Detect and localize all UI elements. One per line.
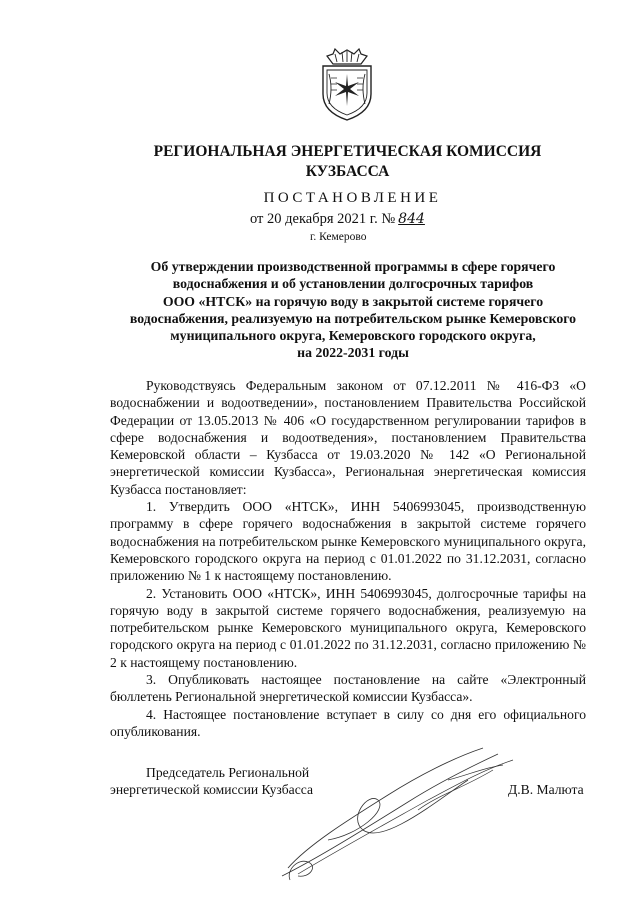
- signatory-position-line2: энергетической комиссии Кузбасса: [110, 782, 313, 798]
- body-paragraph-item-1: 1. Утвердить ООО «НТСК», ИНН 5406993045, производственную программу в сфере горячего водоснабжения в закрытой системе горячего водоснабжения на потребительском рынке Кемеровского муниципального округа, Кемеровского городского округа на период с 01.01.2022 по 31.12.2031, согласно приложению № 1 к настоящему постановлению.: [110, 499, 586, 584]
- document-date: от 20 декабря 2021 г. №: [250, 211, 396, 227]
- title-line: муниципального округа, Кемеровского городского округа,: [170, 328, 536, 344]
- document-city: г. Кемерово: [310, 231, 367, 243]
- title-line: Об утверждении производственной программы в сфере горячего: [150, 259, 556, 274]
- body-paragraph-item-3: 3. Опубликовать настоящее постановление на сайте «Электронный бюллетень Региональной энергетической комиссии Кузбасса».: [110, 672, 586, 705]
- signatory-name: Д.В. Малюта: [508, 782, 584, 797]
- title-line: водоснабжения и об установлении долгосрочных тарифов: [172, 276, 534, 292]
- organization-name-line2: КУЗБАССА: [305, 163, 390, 180]
- title-line: ООО «НТСК» на горячую воду в закрытой системе горячего: [162, 293, 544, 309]
- body-paragraph-item-2: 2. Установить ООО «НТСК», ИНН 5406993045, долгосрочные тарифы на горячую воду в закрытой системе горячего водоснабжения, реализуемую на потребительском рынке Кемеровского муниципального округа, Кемеровского городского округа на период с 01.01.2022 по 31.12.2031, согласно приложению № 2 к настоящему постановлению.: [110, 585, 586, 670]
- coat-of-arms-icon: [315, 48, 379, 122]
- document-number: 844: [398, 211, 425, 227]
- organization-name: [120, 142, 575, 182]
- document-type: ПОСТАНОВЛЕНИЕ: [263, 190, 442, 206]
- handwritten-signature-icon: [268, 740, 528, 885]
- body-paragraph-preamble: Руководствуясь Федеральным законом от 07.12.2011 № 416-ФЗ «О водоснабжении и водоотведении», постановлением Правительства Российской Федерации от 13.05.2013 № 406 «О государственном регулировании тарифов в сфере водоснабжения и водоотведения», постановлением Правительства Кемеровской области – Кузбасса от 19.03.2020 № 142 «О Региональной энергетической комиссии Кузбасса», Региональная энергетическая комиссия Кузбасса постановляет:: [110, 378, 586, 497]
- document-title: [118, 258, 588, 362]
- document-date-line: [250, 211, 470, 228]
- title-line: водоснабжения, реализуемую на потребительском рынке Кемеровского: [129, 310, 577, 326]
- title-line: на 2022-2031 годы: [297, 345, 409, 361]
- document-body: [110, 377, 586, 740]
- signatory-position-line1: Председатель Региональной: [146, 765, 310, 780]
- organization-name-line1: РЕГИОНАЛЬНАЯ ЭНЕРГЕТИЧЕСКАЯ КОМИССИЯ: [153, 143, 542, 160]
- body-paragraph-item-4: 4. Настоящее постановление вступает в силу со дня его официального опубликования.: [110, 706, 586, 739]
